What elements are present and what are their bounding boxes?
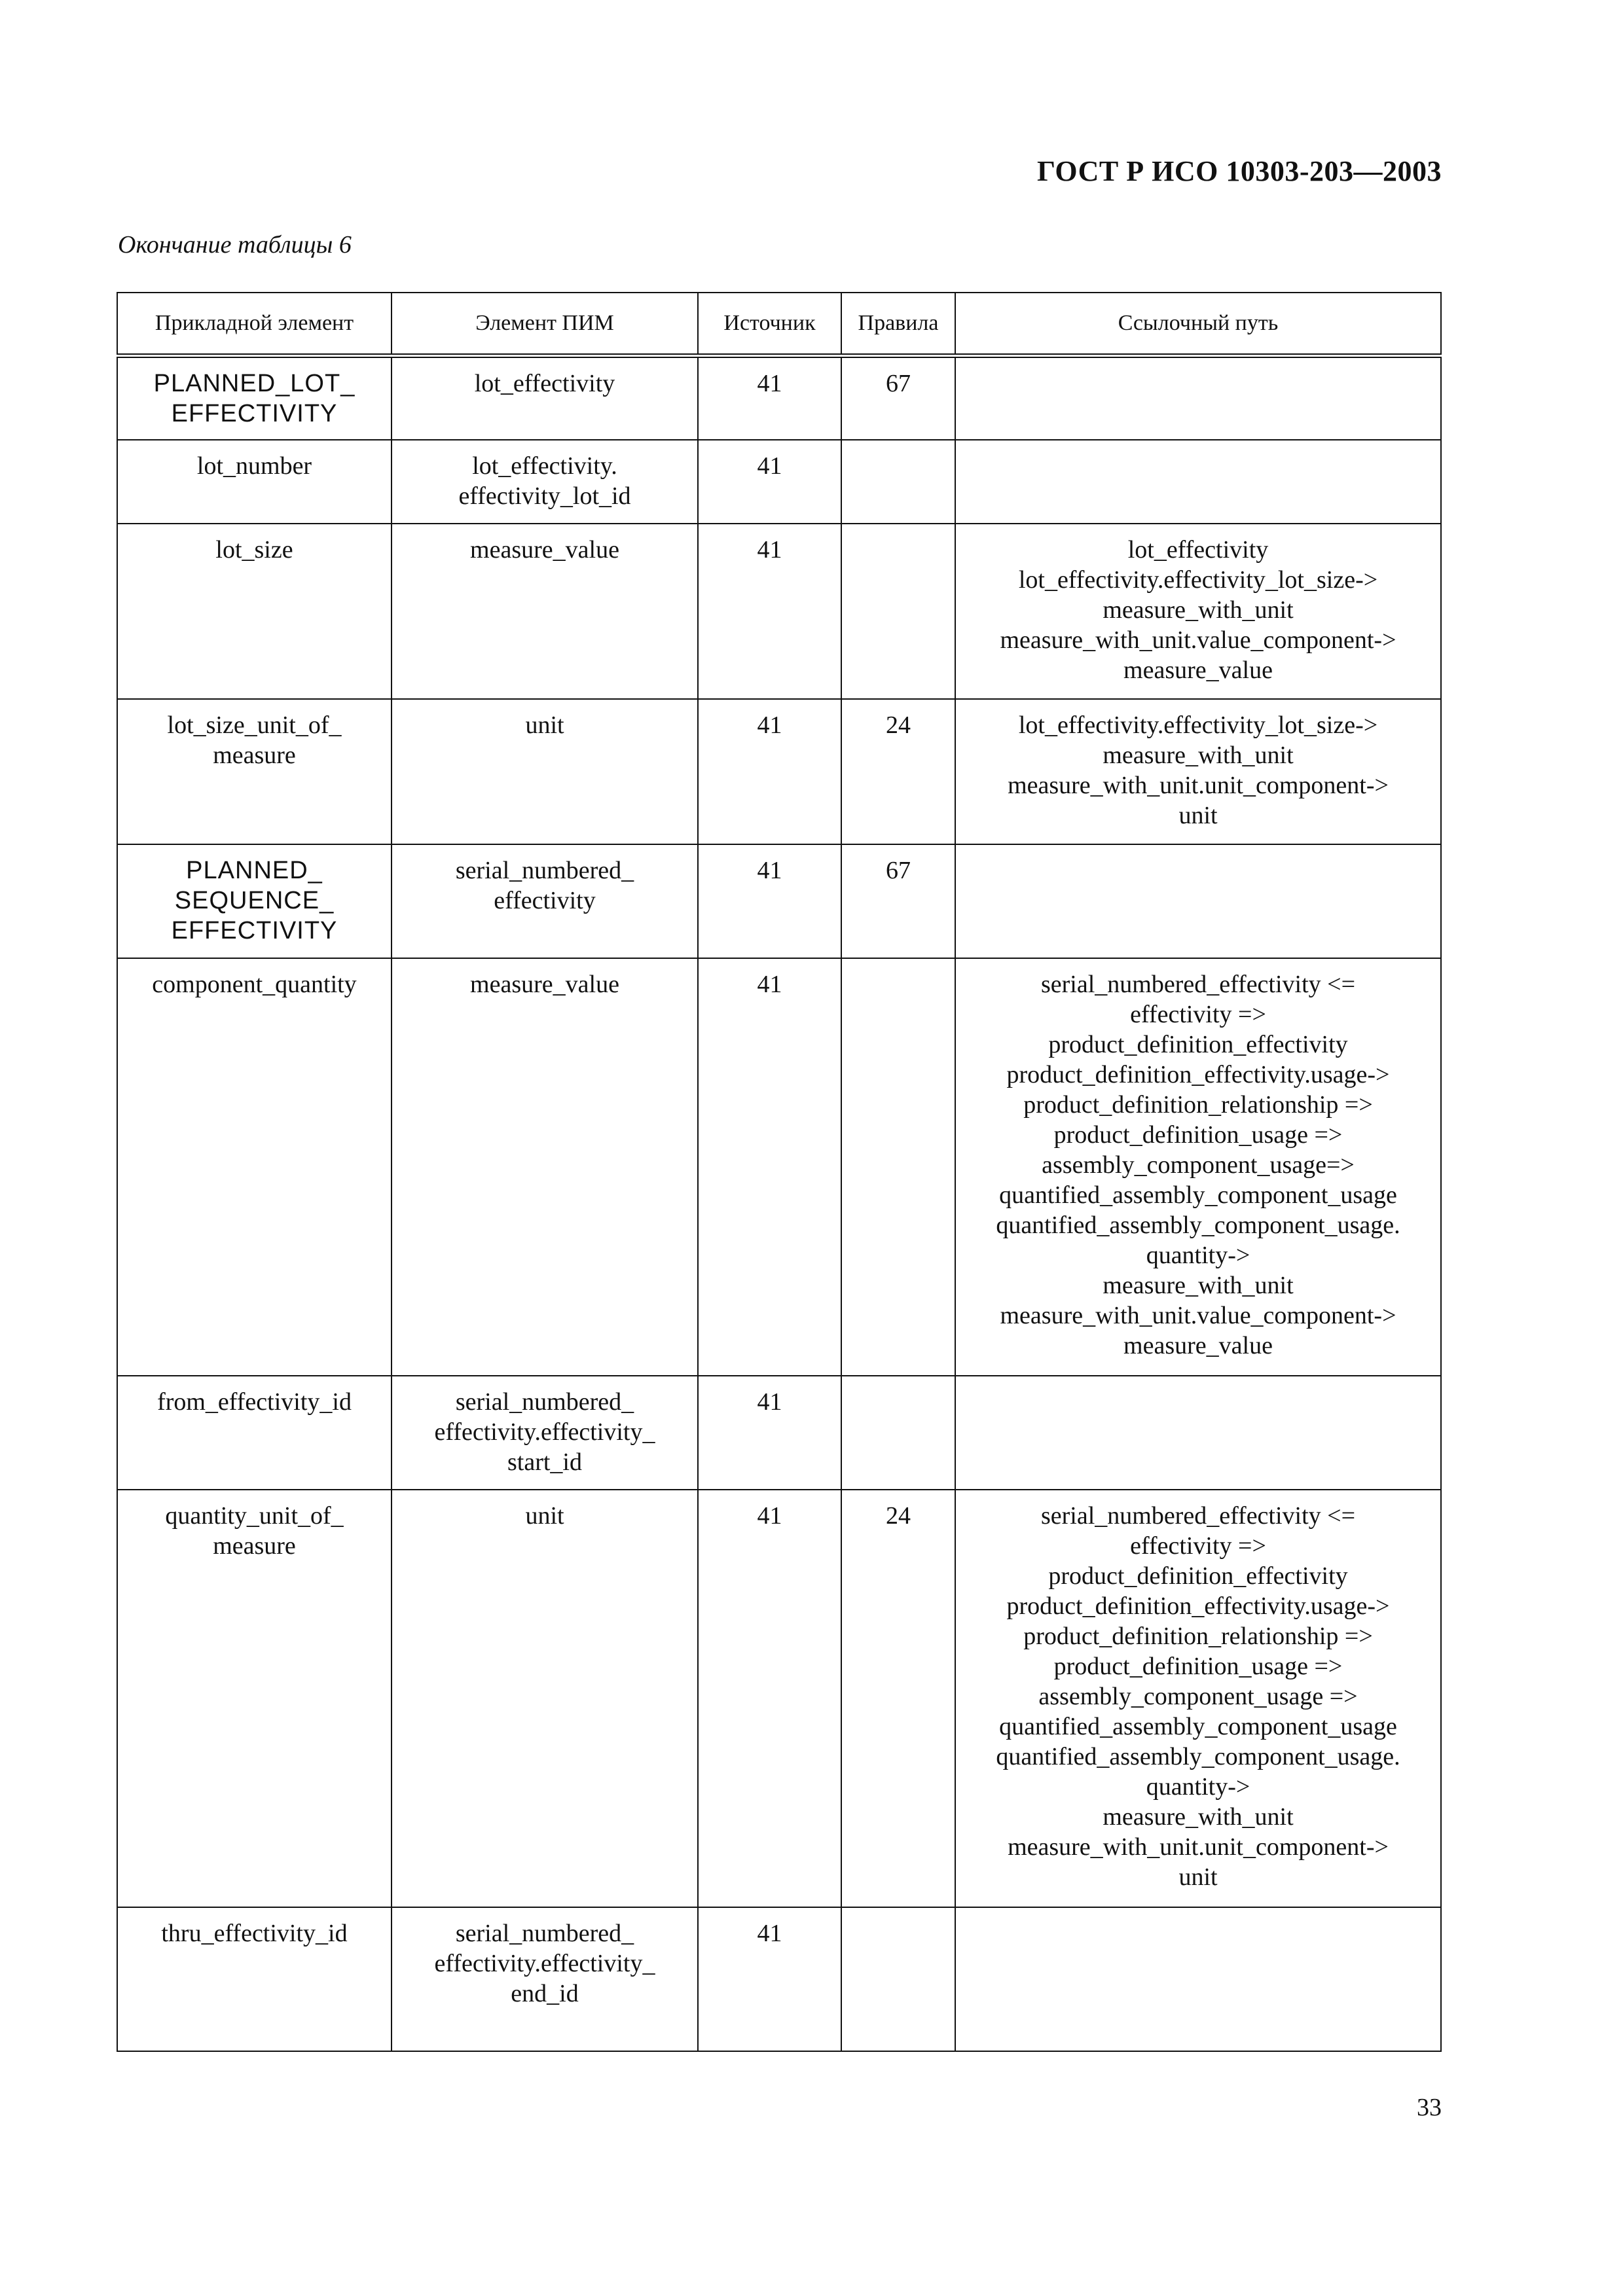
reference-path-line: product_definition_effectivity.usage-> [1006, 1060, 1390, 1088]
rules-cell [841, 958, 955, 1376]
application-element-line: lot_number [196, 452, 312, 480]
reference-path-cell [955, 356, 1441, 440]
table-body [117, 356, 1441, 2051]
reference-path-line: measure_with_unit [1103, 1803, 1294, 1831]
rules-cell [841, 524, 955, 699]
application-element-line: component_quantity [152, 970, 357, 998]
reference-path-line: assembly_component_usage => [1038, 1682, 1358, 1710]
reference-path-cell [955, 1490, 1441, 1907]
reference-path-line: effectivity => [1130, 1532, 1266, 1560]
reference-path-line: measure_value [1123, 656, 1273, 684]
pim-element-line: lot_effectivity. [472, 452, 617, 480]
rules-cell: 67 [841, 356, 955, 440]
reference-path-line: effectivity => [1130, 1000, 1266, 1028]
application-element-cell [117, 1376, 392, 1490]
pim-element-cell [392, 524, 698, 699]
reference-path-line: serial_numbered_effectivity <= [1040, 1501, 1356, 1530]
reference-path-line: measure_with_unit [1103, 741, 1294, 769]
pim-element-line: lot_effectivity [474, 370, 615, 397]
reference-path-line: product_definition_usage => [1053, 1121, 1343, 1149]
application-element-line: measure [213, 1532, 296, 1560]
application-element-cell [117, 356, 392, 440]
reference-path-cell [955, 1907, 1441, 2051]
reference-path-cell [955, 958, 1441, 1376]
reference-path-line: measure_with_unit.value_component-> [1000, 626, 1396, 654]
reference-path-cell [955, 524, 1441, 699]
source-cell: 41 [698, 844, 841, 958]
reference-path-line: quantified_assembly_component_usage [999, 1181, 1397, 1209]
source-cell: 41 [698, 1376, 841, 1490]
reference-path-line: quantified_assembly_component_usage [999, 1712, 1397, 1740]
source-cell: 41 [698, 524, 841, 699]
application-element-cell [117, 1490, 392, 1907]
application-element-line: lot_size_unit_of_ [167, 711, 342, 739]
table-row [117, 1376, 1441, 1490]
pim-element-line: start_id [507, 1448, 582, 1476]
application-element-cell [117, 699, 392, 844]
pim-element-line: serial_numbered_ [455, 856, 634, 884]
reference-path-line: lot_effectivity [1127, 535, 1269, 564]
application-element-cell [117, 844, 392, 958]
pim-element-line: end_id [511, 1979, 579, 2007]
source-cell: 41 [698, 356, 841, 440]
reference-path-line: product_definition_usage => [1053, 1652, 1343, 1680]
pim-element-line: serial_numbered_ [455, 1388, 634, 1416]
reference-path-line: quantified_assembly_component_usage. [996, 1211, 1400, 1239]
source-cell: 41 [698, 699, 841, 844]
reference-path-line: lot_effectivity.effectivity_lot_size-> [1018, 711, 1378, 739]
table-row [117, 699, 1441, 844]
source-cell: 41 [698, 958, 841, 1376]
reference-path-line: unit [1178, 801, 1218, 829]
reference-path-line: quantity-> [1146, 1241, 1250, 1269]
table-row [117, 1907, 1441, 2051]
pim-element-cell [392, 1490, 698, 1907]
pim-element-line: measure_value [470, 535, 619, 564]
application-element-cell [117, 1907, 392, 2051]
table-row [117, 1490, 1441, 1907]
reference-path-cell [955, 844, 1441, 958]
pim-element-cell [392, 440, 698, 524]
header-source: Источник [698, 293, 841, 356]
reference-path-line: serial_numbered_effectivity <= [1040, 970, 1356, 998]
application-element-line: SEQUENCE_ [174, 886, 335, 914]
header-reference-path: Ссылочный путь [955, 293, 1441, 356]
reference-path-line: measure_with_unit [1103, 1271, 1294, 1299]
reference-path-line: product_definition_relationship => [1023, 1622, 1373, 1650]
pim-element-cell [392, 1907, 698, 2051]
reference-path-line: product_definition_effectivity [1048, 1562, 1348, 1590]
reference-path-line: measure_with_unit.unit_component-> [1008, 771, 1389, 799]
pim-element-cell [392, 844, 698, 958]
reference-path-cell [955, 1376, 1441, 1490]
rules-cell [841, 1907, 955, 2051]
table-row [117, 958, 1441, 1376]
pim-element-cell [392, 699, 698, 844]
reference-path-line: measure_with_unit [1103, 596, 1294, 624]
source-cell: 41 [698, 1907, 841, 2051]
reference-path-line: measure_with_unit.unit_component-> [1008, 1833, 1389, 1861]
reference-path-line: unit [1178, 1863, 1218, 1891]
header-application-element: Прикладной элемент [117, 293, 392, 356]
pim-element-line: unit [525, 711, 564, 739]
table-caption: Окончание таблицы 6 [118, 231, 352, 259]
pim-element-cell [392, 1376, 698, 1490]
reference-path-line: product_definition_effectivity [1048, 1030, 1348, 1058]
pim-element-line: serial_numbered_ [455, 1919, 634, 1947]
header-pim-element: Элемент ПИМ [392, 293, 698, 356]
pim-element-line: effectivity.effectivity_ [434, 1418, 655, 1446]
reference-path-line: assembly_component_usage=> [1042, 1151, 1355, 1179]
rules-cell: 24 [841, 699, 955, 844]
reference-path-line: product_definition_relationship => [1023, 1090, 1373, 1119]
application-element-line: EFFECTIVITY [171, 400, 338, 427]
pim-element-line: effectivity [494, 886, 596, 914]
header-rules: Правила [841, 293, 955, 356]
rules-cell [841, 440, 955, 524]
table-row [117, 356, 1441, 440]
table-row [117, 844, 1441, 958]
pim-element-line: unit [525, 1501, 564, 1530]
document-code: ГОСТ Р ИСО 10303-203—2003 [1036, 155, 1442, 187]
reference-path-line: lot_effectivity.effectivity_lot_size-> [1018, 565, 1378, 594]
reference-path-line: measure_value [1123, 1331, 1273, 1359]
application-element-line: measure [213, 741, 296, 769]
application-element-line: quantity_unit_of_ [165, 1501, 344, 1530]
reference-path-cell [955, 699, 1441, 844]
pim-element-line: measure_value [470, 970, 619, 998]
application-element-line: PLANNED_LOT_ [153, 370, 356, 397]
table-row [117, 524, 1441, 699]
application-element-line: lot_size [215, 535, 293, 564]
application-element-cell [117, 958, 392, 1376]
source-cell: 41 [698, 440, 841, 524]
application-element-line: PLANNED_ [186, 856, 323, 884]
reference-path-line: measure_with_unit.value_component-> [1000, 1301, 1396, 1329]
application-element-cell [117, 440, 392, 524]
pim-element-line: effectivity_lot_id [458, 482, 631, 510]
pim-element-line: effectivity.effectivity_ [434, 1949, 655, 1977]
mapping-table [117, 292, 1442, 2052]
reference-path-line: quantity-> [1146, 1772, 1250, 1801]
rules-cell: 24 [841, 1490, 955, 1907]
rules-cell: 67 [841, 844, 955, 958]
source-cell: 41 [698, 1490, 841, 1907]
reference-path-line: product_definition_effectivity.usage-> [1006, 1592, 1390, 1620]
reference-path-line: quantified_assembly_component_usage. [996, 1742, 1400, 1770]
reference-path-cell [955, 440, 1441, 524]
application-element-line: from_effectivity_id [157, 1388, 352, 1416]
application-element-cell [117, 524, 392, 699]
application-element-line: EFFECTIVITY [171, 916, 338, 944]
table-header-row [117, 293, 1441, 356]
page-number: 33 [1417, 2094, 1442, 2121]
rules-cell [841, 1376, 955, 1490]
table-row [117, 440, 1441, 524]
pim-element-cell [392, 958, 698, 1376]
pim-element-cell [392, 356, 698, 440]
application-element-line: thru_effectivity_id [161, 1919, 348, 1947]
